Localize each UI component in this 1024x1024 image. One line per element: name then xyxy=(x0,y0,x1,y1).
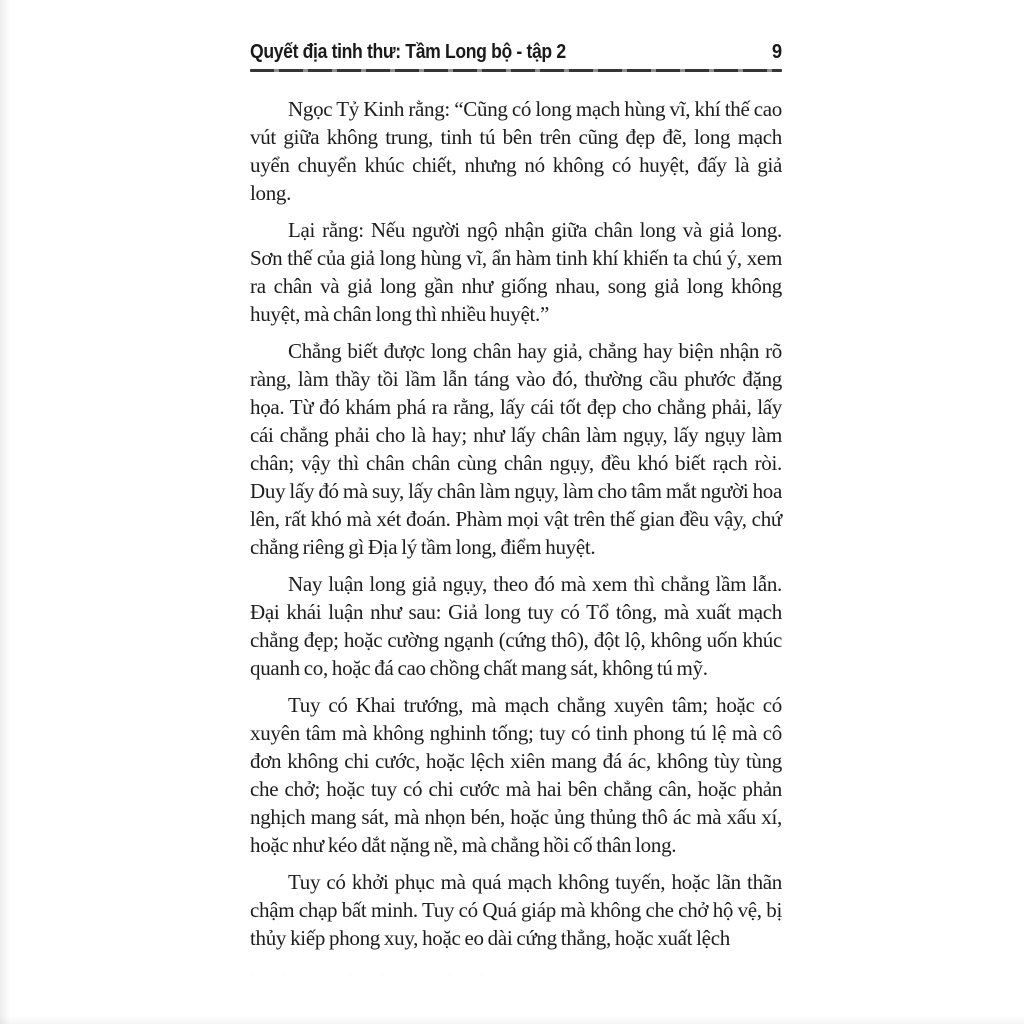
body-paragraph: Tuy có Khai trướng, mà mạch chẳng xuyên tâm; hoặc có xuyên tâm mà không nghinh tống; tuy có tinh phong tú lệ mà cô đơn không chi cước, hoặc lệch xiên mang đá ác, không tùy tùng che chở; hoặc tuy có chi cước mà hai bên chẳng cân, hoặc phản nghịch mang sát, mà nhọn bén, hoặc ủng thủng thô ác mà xấu xí, hoặc như kéo dắt nặng nề, mà chẳng hồi cố thân long. xyxy=(250,693,782,857)
page-body xyxy=(250,95,782,952)
body-paragraph: Chẳng biết được long chân hay giả, chẳng hay biện nhận rõ ràng, làm thầy tồi lầm lẫn táng vào đó, thường cầu phước đặng họa. Từ đó khám phá ra rằng, lấy cái tốt đẹp cho chẳng phải, lấy cái chẳng phải cho là hay; như lấy chân làm ngụy, lấy ngụy làm chân; vậy thì chân chân cùng chân ngụy, đều khó biết rạch ròi. Duy lấy đó mà suy, lấy chân làm ngụy, làm cho tâm mắt người hoa lên, rất khó mà xét đoán. Phàm mọi vật trên thế gian đều vậy, chứ chẳng riêng gì Địa lý tầm long, điểm huyệt. xyxy=(250,339,782,559)
next-page-bleed-through: . . . . . . . . xyxy=(250,968,498,979)
page-number: 9 xyxy=(772,41,782,63)
page-header xyxy=(250,41,782,63)
page-bottom-edge-shadow xyxy=(0,1016,1024,1024)
body-paragraph: Ngọc Tỷ Kinh rằng: “Cũng có long mạch hùng vĩ, khí thế cao vút giữa không trung, tinh tú bên trên cũng đẹp đẽ, long mạch uyển chuyển khúc chiết, nhưng nó không có huyệt, đấy là giả long. xyxy=(250,97,782,205)
page-content xyxy=(250,41,782,961)
body-paragraph: Nay luận long giả ngụy, theo đó mà xem thì chẳng lầm lẫn. Đại khái luận như sau: Giả long tuy có Tổ tông, mà xuất mạch chẳng đẹp; hoặc cường ngạnh (cứng thô), đột lộ, không uốn khúc quanh co, hoặc đá cao chồng chất mang sát, không tú mỹ. xyxy=(250,572,782,680)
running-title: Quyết địa tinh thư: Tầm Long bộ - tập 2 xyxy=(250,41,566,63)
body-paragraph: Tuy có khởi phục mà quá mạch không tuyến, hoặc lãn thãn chậm chạp bất minh. Tuy có Quá giáp mà không che chở hộ vệ, bị thủy kiếp phong xuy, hoặc eo dài cứng thẳng, hoặc xuất lệch xyxy=(250,870,782,950)
body-paragraph: Lại rằng: Nếu người ngộ nhận giữa chân long và giả long. Sơn thế của giả long hùng vĩ, ẩn hàm tinh khí khiến ta chú ý, xem ra chân và giả long gần như giống nhau, song giả long không huyệt, mà chân long thì nhiều huyệt.” xyxy=(250,218,782,326)
page-left-edge-shadow xyxy=(0,0,10,1024)
header-rule xyxy=(250,69,782,72)
